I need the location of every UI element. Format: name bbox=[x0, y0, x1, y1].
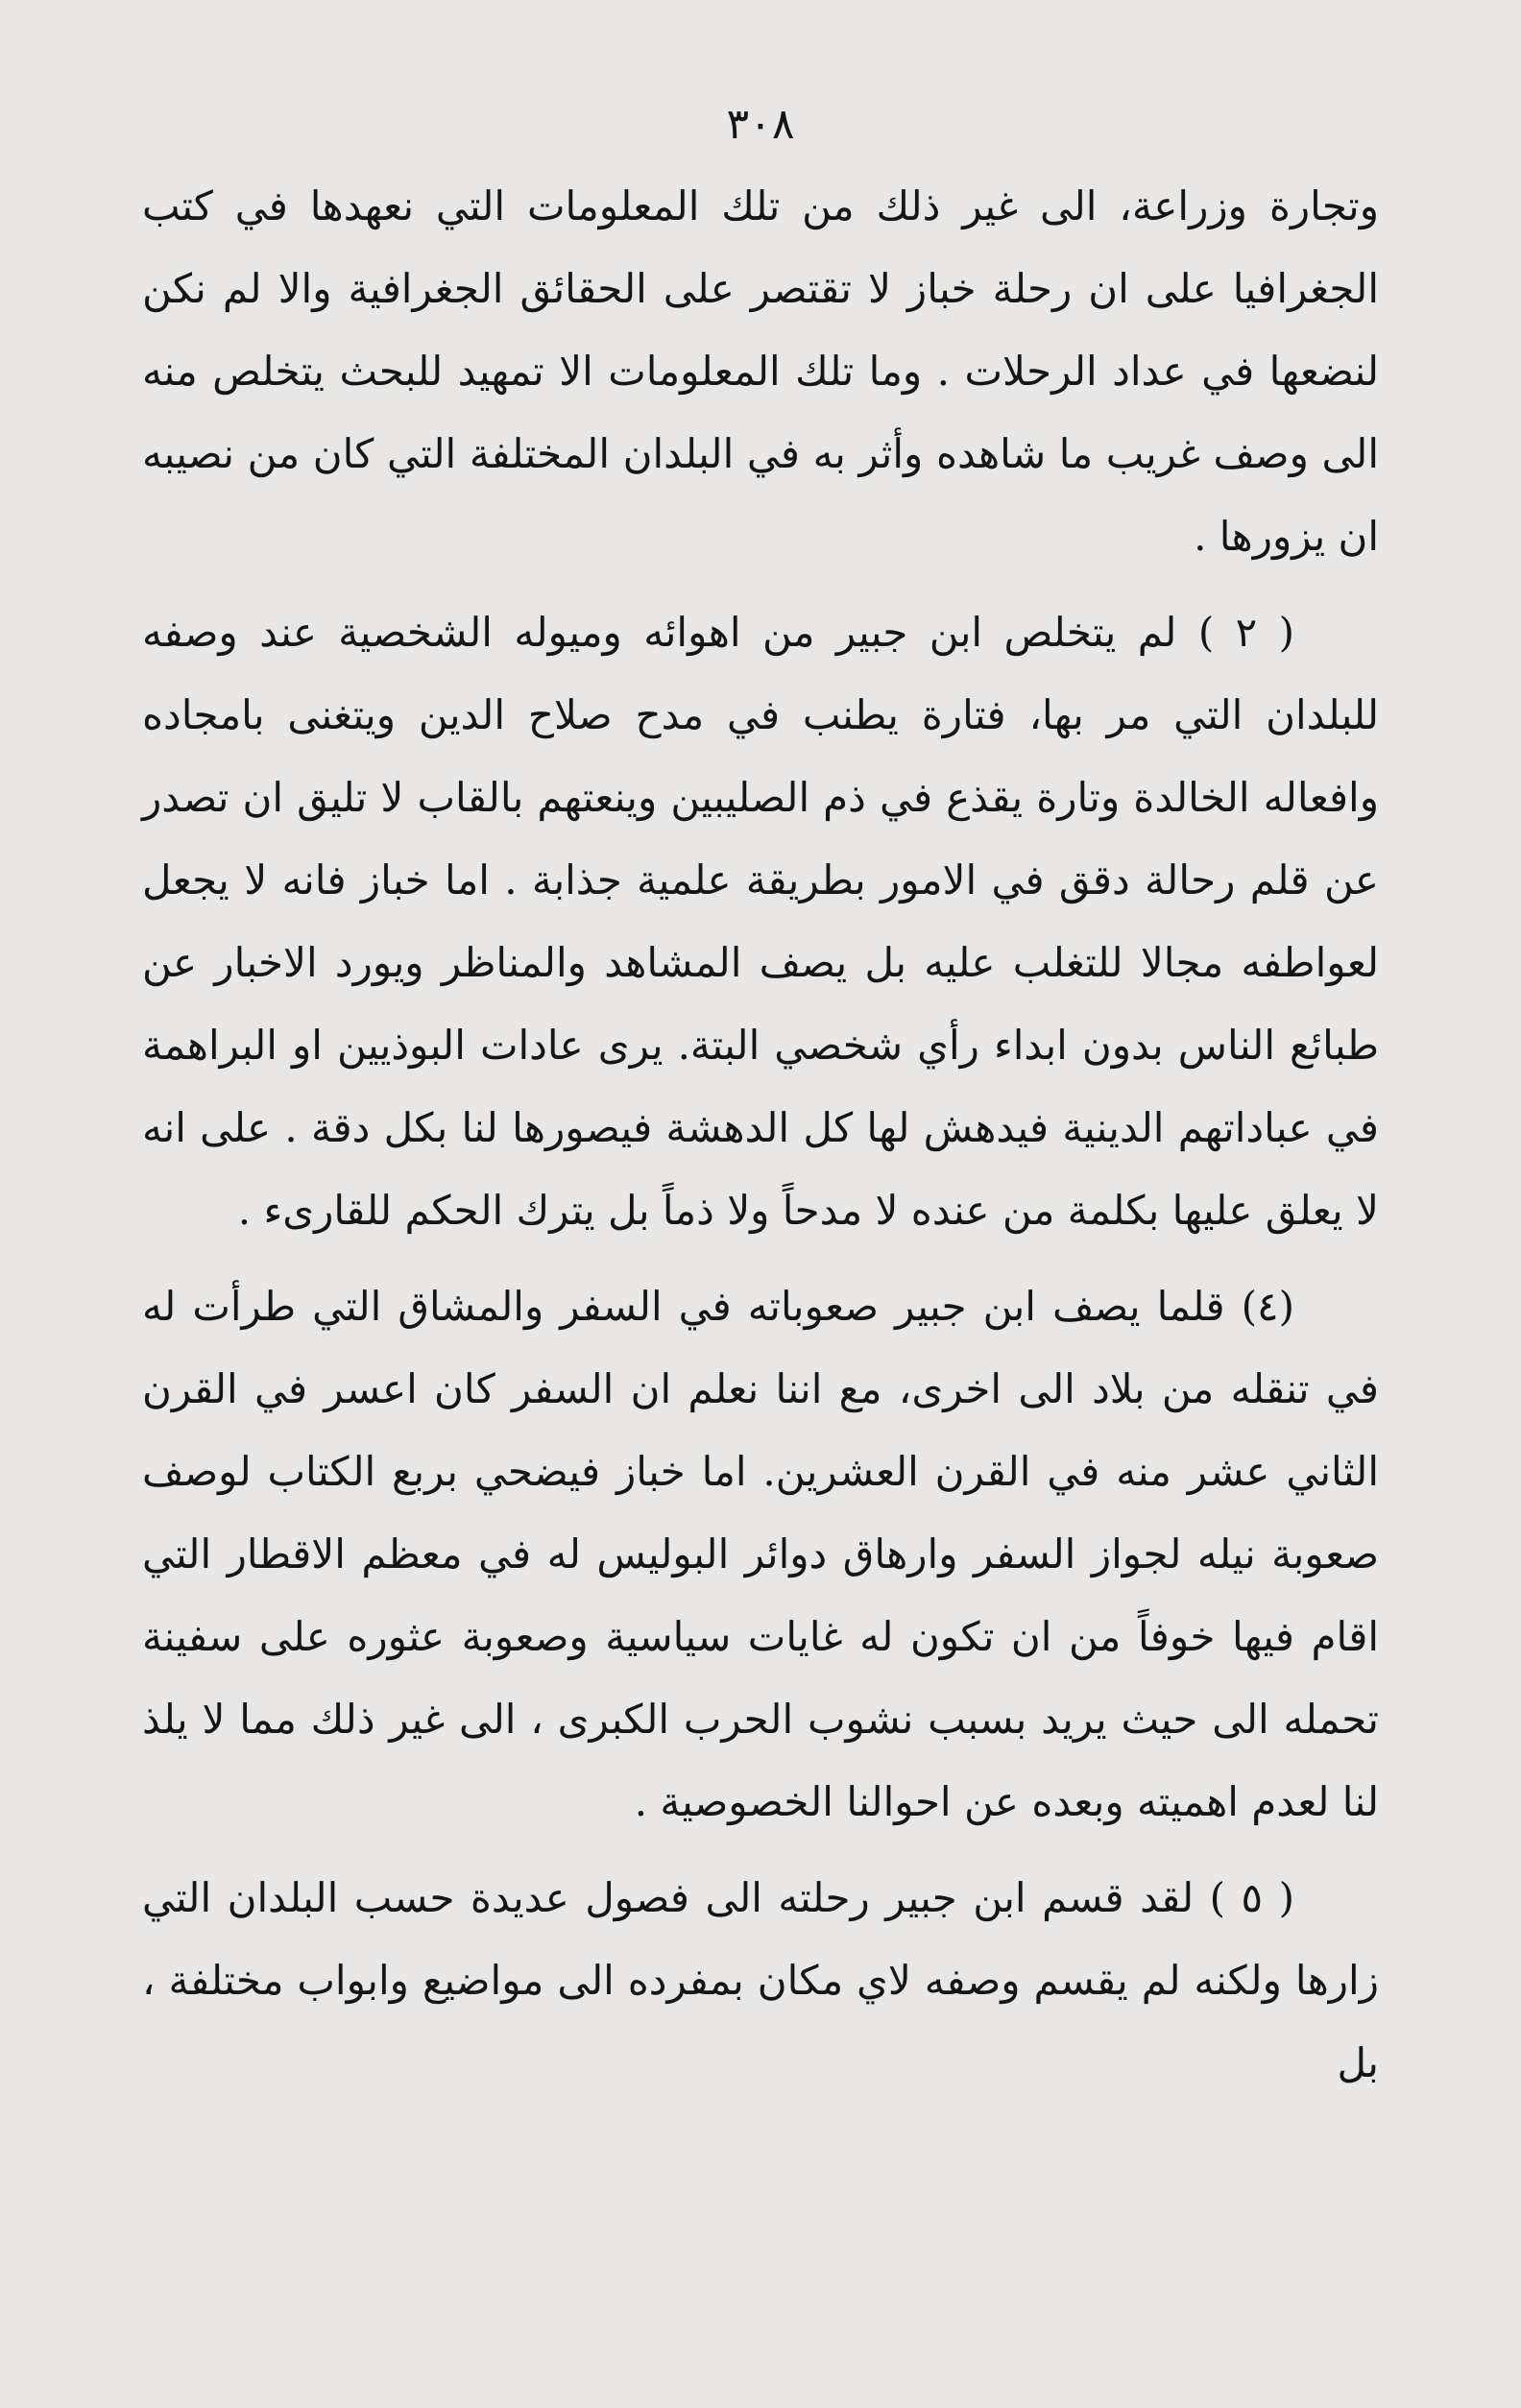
body-text bbox=[142, 165, 1379, 2354]
paragraph-point-2: ( ٢ ) لم يتخلص ابن جبير من اهوائه وميوله الشخصية عند وصفه للبلدان التي مر بها، فتارة يطنب في مدح صلاح الدين ويتغنى بامجاده وافعاله الخالدة وتارة يقذع في ذم الصليبين وينعتهم بالقاب لا تليق ان تصدر عن قلم رحالة دقق في الامور بطريقة علمية جذابة . اما خباز فانه لا يجعل لعواطفه مجالا للتغلب عليه بل يصف المشاهد والمناظر ويورد الاخبار عن طبائع الناس بدون ابداء رأي شخصي البتة. يرى عادات البوذيين او البراهمة في عباداتهم الدينية فيدهش لها كل الدهشة فيصورها لنا بكل دقة . على انه لا يعلق عليها بكلمة من عنده لا مدحاً ولا ذماً بل يترك الحكم للقارىء . bbox=[142, 609, 1379, 1234]
page-number: ٣٠٨ bbox=[726, 100, 795, 149]
paragraph-point-4: (٤) قلما يصف ابن جبير صعوباته في السفر والمشاق التي طرأت له في تنقله من بلاد الى اخرى، مع اننا نعلم ان السفر كان اعسر في القرن الثاني عشر منه في القرن العشرين. اما خباز فيضحي بربع الكتاب لوصف صعوبة نيله لجواز السفر وارهاق دوائر البوليس له في معظم الاقطار التي اقام فيها خوفاً من ان تكون له غايات سياسية وصعوبة عثوره على سفينة تحمله الى حيث يريد بسبب نشوب الحرب الكبرى ، الى غير ذلك مما لا يلذ لنا لعدم اهميته وبعده عن احوالنا الخصوصية . bbox=[142, 1283, 1379, 1825]
paragraph-continuation: وتجارة وزراعة، الى غير ذلك من تلك المعلومات التي نعهدها في كتب الجغرافيا على ان رحلة خباز لا تقتصر على الحقائق الجغرافية والا لم نكن لنضعها في عداد الرحلات . وما تلك المعلومات الا تمهيد للبحث يتخلص منه الى وصف غريب ما شاهده وأثر به في البلدان المختلفة التي كان من نصيبه ان يزورها . bbox=[142, 182, 1379, 560]
paragraph-point-5: ( ٥ ) لقد قسم ابن جبير رحلته الى فصول عديدة حسب البلدان التي زارها ولكنه لم يقسم وصفه لاي مكان بمفرده الى مواضيع وابواب مختلفة ، بل bbox=[142, 1874, 1379, 2086]
